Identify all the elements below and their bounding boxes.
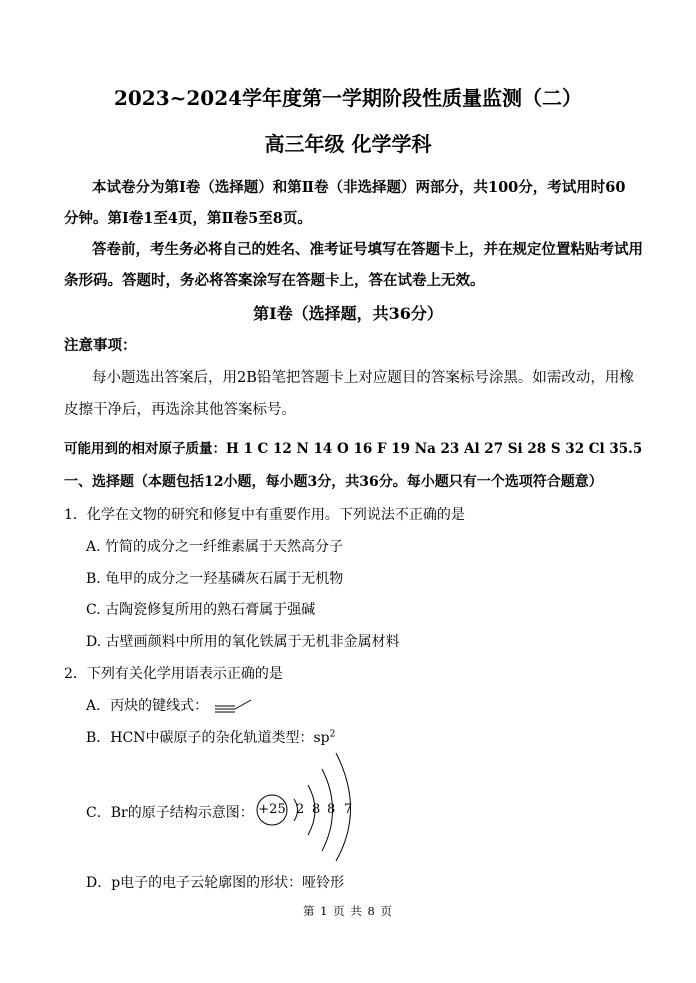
- intro-line-3: 答卷前，考生务必将自己的姓名、准考证号填写在答题卡上，并在规定位置粘贴考试用: [92, 241, 643, 258]
- notes-heading: 注意事项：: [64, 337, 137, 354]
- intro-line-2: 分钟。第Ⅰ卷1至4页，第Ⅱ卷5至8页。: [64, 210, 312, 227]
- br-atomic-structure-diagram: [250, 747, 365, 863]
- question-1-option-c: C. 古陶瓷修复所用的熟石膏属于强碱: [86, 602, 316, 618]
- question-2-option-a-text: A．丙炔的键线式：: [86, 698, 209, 714]
- question-2-option-b-text: B．HCN中碳原子的杂化轨道类型：sp: [86, 730, 330, 746]
- question-2-option-d: D．p电子的电子云轮廓图的形状：哑铃形: [86, 875, 345, 891]
- question-1-stem: 1．化学在文物的研究和修复中有重要作用。下列说法不正确的是: [64, 507, 465, 523]
- question-1-option-b: B. 龟甲的成分之一羟基磷灰石属于无机物: [86, 571, 344, 587]
- shell-3-count: 8: [327, 802, 336, 817]
- shell-1-count: 2: [296, 802, 305, 817]
- shell-4-count: 7: [344, 802, 353, 817]
- shell-2-count: 8: [312, 802, 321, 817]
- sp2-superscript: 2: [329, 729, 336, 740]
- section-heading: 一、选择题（本题包括12小题，每小题3分，共36分。每小题只有一个选项符合题意）: [64, 474, 603, 490]
- question-1-option-a: A. 竹简的成分之一纤维素属于天然高分子: [86, 539, 344, 555]
- question-2-option-a: [86, 695, 255, 715]
- nucleus-charge: +25: [258, 802, 286, 817]
- exam-title: 2023~2024学年度第一学期阶段性质量监测（二）: [113, 86, 583, 110]
- subject-title: 高三年级 化学学科: [264, 132, 432, 156]
- notes-line-2: 皮擦干净后，再选涂其他答案标号。: [64, 402, 296, 418]
- propyne-skeletal-formula: [213, 698, 255, 714]
- question-2-stem: 2．下列有关化学用语表示正确的是: [64, 666, 283, 682]
- part1-title: 第Ⅰ卷（选择题，共36分）: [253, 304, 443, 323]
- intro-line-1: 本试卷分为第Ⅰ卷（选择题）和第Ⅱ卷（非选择题）两部分，共100分，考试用时60: [92, 179, 626, 196]
- question-2-option-c: C．Br的原子结构示意图：: [86, 805, 254, 821]
- page-footer: 第 1 页 共 8 页: [303, 904, 393, 918]
- atomic-masses: 可能用到的相对原子质量：H 1 C 12 N 14 O 16 F 19 Na 23 Al 27 Si 28 S 32 Cl 35.5: [64, 441, 643, 457]
- intro-line-4: 条形码。答题时，务必将答案涂写在答题卡上，答在试卷上无效。: [64, 272, 485, 289]
- notes-line-1: 每小题选出答案后，用2B铅笔把答题卡上对应题目的答案标号涂黑。如需改动，用橡: [92, 370, 634, 386]
- question-2-option-b: [86, 727, 335, 747]
- question-1-option-d: D. 古壁画颜料中所用的氧化铁属于无机非金属材料: [86, 634, 400, 650]
